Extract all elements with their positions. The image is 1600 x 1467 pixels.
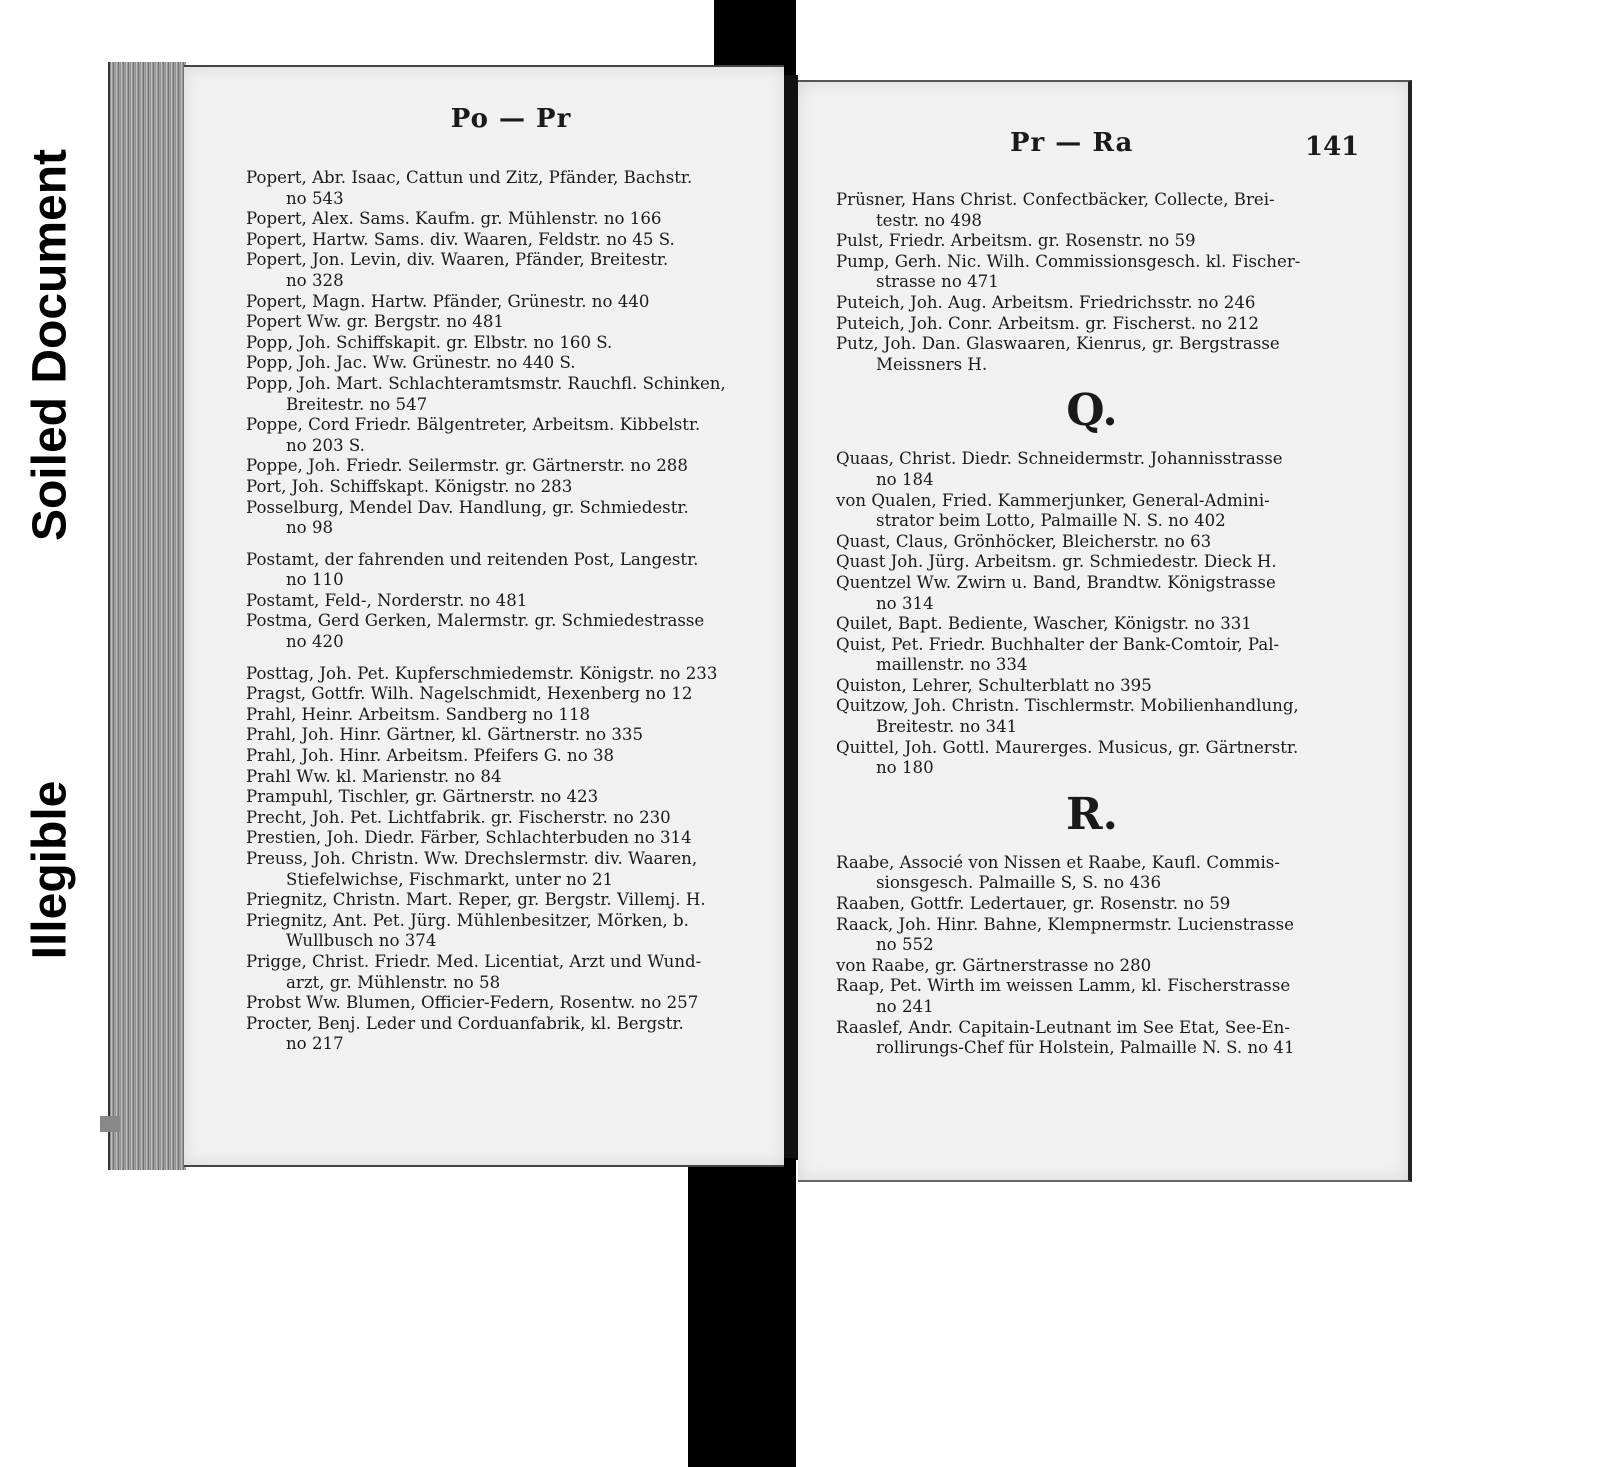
section-letter-q: Q. (1066, 385, 1118, 437)
entry-text: Raap, Pet. Wirth im weissen Lamm, kl. Fischerstrasse (836, 976, 1291, 996)
directory-entry (246, 767, 752, 788)
directory-entry (836, 738, 1348, 779)
directory-entry (246, 498, 752, 539)
section-letter-r: R. (1066, 788, 1118, 840)
right-page-header: Pr — Ra (1010, 128, 1134, 158)
entry-continuation: no 241 (876, 997, 934, 1016)
entry-continuation: strator beim Lotto, Palmaille N. S. no 402 (876, 511, 1226, 531)
entry-text: Prahl, Joh. Hinr. Arbeitsm. Pfeifers G. no 38 (246, 746, 615, 766)
entry-continuation: no 552 (876, 935, 934, 955)
entry-continuation: no 328 (286, 270, 344, 290)
directory-entry (246, 230, 752, 251)
directory-entry (246, 374, 752, 415)
entry-text: Prahl, Heinr. Arbeitsm. Sandberg no 118 (246, 704, 591, 724)
entry-continuation: no 184 (876, 469, 934, 489)
entry-text: von Raabe, gr. Gärtnerstrasse no 280 (836, 955, 1152, 975)
entry-continuation: rollirungs-Chef für Holstein, Palmaille N. S. no 41 (876, 1038, 1295, 1058)
directory-entry (836, 491, 1348, 532)
entry-continuation: Breitestr. no 547 (286, 394, 428, 414)
entry-text: Pragst, Gottfr. Wilh. Nagelschmidt, Hexenberg no 12 (246, 684, 693, 704)
entry-text: Priegnitz, Christn. Mart. Reper, gr. Bergstr. Villemj. H. (246, 890, 706, 910)
page-number: 141 (1305, 132, 1360, 162)
entry-text: Putz, Joh. Dan. Glaswaaren, Kienrus, gr. Bergstrasse (836, 334, 1280, 354)
entry-text: Popert, Jon. Levin, div. Waaren, Pfänder, Breitestr. (246, 250, 669, 270)
entry-text: Popert Ww. gr. Bergstr. no 481 (246, 312, 504, 332)
entry-text: Popert, Abr. Isaac, Cattun und Zitz, Pfänder, Bachstr. (246, 168, 693, 187)
directory-entry (836, 853, 1348, 894)
directory-entry (836, 1018, 1348, 1059)
directory-entry (836, 190, 1348, 231)
directory-entry (836, 552, 1348, 573)
entry-text: Raack, Joh. Hinr. Bahne, Klempnermstr. Lucienstrasse (836, 914, 1294, 934)
directory-entry (246, 684, 752, 705)
directory-entry (246, 353, 752, 374)
entry-text: Poppe, Cord Friedr. Bälgentreter, Arbeitsm. Kibbelstr. (246, 415, 701, 435)
directory-entry (246, 746, 752, 767)
stacked-page-edges (108, 62, 186, 1170)
directory-entry (246, 591, 752, 612)
entry-text: Priegnitz, Ant. Pet. Jürg. Mühlenbesitzer, Mörken, b. (246, 910, 689, 930)
entry-continuation: maillenstr. no 334 (876, 655, 1028, 675)
entry-text: Pump, Gerh. Nic. Wilh. Commissionsgesch. kl. Fischer- (836, 251, 1301, 271)
entry-continuation: Wullbusch no 374 (286, 931, 437, 951)
entry-text: Raaben, Gottfr. Ledertauer, gr. Rosenstr. no 59 (836, 894, 1231, 914)
entry-text: Popp, Joh. Mart. Schlachteramtsmstr. Rauchfl. Schinken, (246, 373, 726, 393)
directory-entry (836, 252, 1348, 293)
entry-text: Quiston, Lehrer, Schulterblatt no 395 (836, 675, 1152, 695)
entry-text: Precht, Joh. Pet. Lichtfabrik. gr. Fischerstr. no 230 (246, 807, 671, 827)
entry-text: Puteich, Joh. Conr. Arbeitsm. gr. Fischerst. no 212 (836, 313, 1259, 333)
entry-text: Popp, Joh. Jac. Ww. Grünestr. no 440 S. (246, 353, 576, 373)
right-entries-q (836, 449, 1348, 779)
entry-continuation: no 314 (876, 593, 934, 613)
directory-entry (246, 611, 752, 652)
directory-entry (246, 849, 752, 890)
entry-continuation: strasse no 471 (876, 272, 999, 292)
entry-text: Raaslef, Andr. Capitain-Leutnant im See Etat, See-En- (836, 1017, 1290, 1037)
entry-text: Popert, Hartw. Sams. div. Waaren, Feldstr. no 45 S. (246, 229, 675, 249)
entry-text: Quist, Pet. Friedr. Buchhalter der Bank-Comtoir, Pal- (836, 634, 1280, 654)
entry-continuation: no 98 (286, 518, 334, 538)
entry-text: Quilet, Bapt. Bediente, Wascher, Königstr. no 331 (836, 614, 1252, 634)
directory-entry (246, 250, 752, 291)
directory-entry (246, 168, 752, 209)
entry-text: Poppe, Joh. Friedr. Seilermstr. gr. Gärtnerstr. no 288 (246, 456, 688, 476)
soiled-document-label: Soiled Document (23, 148, 77, 542)
entry-continuation: Breitestr. no 341 (876, 717, 1018, 737)
directory-entry (836, 614, 1348, 635)
entry-text: von Qualen, Fried. Kammerjunker, General-Admini- (836, 490, 1270, 510)
directory-entry (836, 676, 1348, 697)
directory-entry (246, 415, 752, 456)
entry-text: Port, Joh. Schiffskapt. Königstr. no 283 (246, 476, 573, 496)
directory-entry (836, 334, 1348, 375)
entry-text: Quaas, Christ. Diedr. Schneidermstr. Johannisstrasse (836, 449, 1283, 469)
left-directory-column (246, 168, 752, 1055)
entry-continuation: no 217 (286, 1034, 344, 1054)
entry-text: Postamt, der fahrenden und reitenden Post, Langestr. (246, 549, 699, 569)
entry-text: Procter, Benj. Leder und Corduanfabrik, kl. Bergstr. (246, 1013, 684, 1033)
entry-continuation: Meissners H. (876, 354, 988, 374)
directory-entry (836, 449, 1348, 490)
directory-entry (836, 314, 1348, 335)
entry-text: Probst Ww. Blumen, Officier-Federn, Rosentw. no 257 (246, 993, 699, 1013)
entry-text: Quentzel Ww. Zwirn u. Band, Brandtw. Königstrasse (836, 572, 1276, 592)
directory-entry (836, 976, 1348, 1017)
entry-text: Puteich, Joh. Aug. Arbeitsm. Friedrichsstr. no 246 (836, 292, 1256, 312)
directory-entry (246, 725, 752, 746)
entry-continuation: arzt, gr. Mühlenstr. no 58 (286, 972, 501, 992)
entry-text: Posselburg, Mendel Dav. Handlung, gr. Schmiedestr. (246, 497, 689, 517)
entry-text: Prüsner, Hans Christ. Confectbäcker, Collecte, Brei- (836, 190, 1275, 209)
right-directory-column (836, 190, 1348, 1059)
entry-text: Prahl, Joh. Hinr. Gärtner, kl. Gärtnerstr. no 335 (246, 725, 644, 745)
directory-entry (836, 915, 1348, 956)
directory-entry (246, 477, 752, 498)
directory-entry (246, 456, 752, 477)
entry-text: Postamt, Feld-, Norderstr. no 481 (246, 590, 528, 610)
entry-continuation: no 203 S. (286, 435, 365, 455)
directory-entry (246, 1014, 752, 1055)
entry-text: Quast, Claus, Grönhöcker, Bleicherstr. no 63 (836, 531, 1212, 551)
directory-entry (246, 828, 752, 849)
entry-text: Pulst, Friedr. Arbeitsm. gr. Rosenstr. no 59 (836, 231, 1196, 251)
directory-entry (246, 787, 752, 808)
directory-entry (246, 333, 752, 354)
entry-text: Prampuhl, Tischler, gr. Gärtnerstr. no 423 (246, 787, 599, 807)
directory-entry (246, 952, 752, 993)
entry-continuation: sionsgesch. Palmaille S, S. no 436 (876, 873, 1162, 893)
directory-entry (836, 894, 1348, 915)
entry-text: Popp, Joh. Schiffskapit. gr. Elbstr. no 160 S. (246, 332, 613, 352)
entry-text: Prestien, Joh. Diedr. Färber, Schlachterbuden no 314 (246, 828, 692, 848)
entry-text: Popert, Alex. Sams. Kaufm. gr. Mühlenstr. no 166 (246, 209, 662, 229)
directory-entry (246, 993, 752, 1014)
entry-text: Prahl Ww. kl. Marienstr. no 84 (246, 766, 502, 786)
entry-text: Quast Joh. Jürg. Arbeitsm. gr. Schmiedestr. Dieck H. (836, 552, 1277, 572)
entry-text: Popert, Magn. Hartw. Pfänder, Grünestr. no 440 (246, 291, 650, 311)
directory-entry (246, 705, 752, 726)
directory-entry (246, 312, 752, 333)
directory-entry (246, 292, 752, 313)
page-edge-tab (100, 1116, 120, 1132)
directory-entry (246, 209, 752, 230)
illegible-label: Illegible (23, 780, 77, 960)
directory-entry (246, 911, 752, 952)
binding-shadow-top (714, 0, 796, 75)
entry-gap (246, 539, 752, 550)
directory-entry (836, 231, 1348, 252)
right-entries-p (836, 190, 1348, 375)
directory-entry (246, 550, 752, 591)
directory-entry (246, 890, 752, 911)
entry-continuation: no 110 (286, 570, 344, 590)
entry-continuation: no 543 (286, 188, 344, 208)
directory-entry (836, 532, 1348, 553)
side-label-strip (0, 0, 100, 1467)
entry-text: Posttag, Joh. Pet. Kupferschmiedemstr. Königstr. no 233 (246, 663, 718, 683)
directory-entry (836, 573, 1348, 614)
entry-text: Preuss, Joh. Christn. Ww. Drechslermstr. div. Waaren, (246, 849, 698, 868)
binding-shadow-bottom (688, 1158, 796, 1467)
entry-continuation: Stiefelwichse, Fischmarkt, unter no 21 (286, 869, 614, 889)
directory-entry (246, 664, 752, 685)
directory-entry (836, 956, 1348, 977)
entry-text: Quittel, Joh. Gottl. Maurerges. Musicus, gr. Gärtnerstr. (836, 737, 1299, 757)
directory-entry (246, 808, 752, 829)
entry-text: Postma, Gerd Gerken, Malermstr. gr. Schmiedestrasse (246, 611, 705, 631)
directory-entry (836, 635, 1348, 676)
entry-continuation: no 420 (286, 632, 344, 652)
entry-continuation: no 180 (876, 758, 934, 778)
right-entries-r (836, 853, 1348, 1059)
entry-text: Quitzow, Joh. Christn. Tischlermstr. Mobilienhandlung, (836, 696, 1299, 716)
directory-entry (836, 696, 1348, 737)
entry-gap (246, 653, 752, 664)
entry-text: Raabe, Associé von Nissen et Raabe, Kaufl. Commis- (836, 852, 1280, 872)
entry-continuation: testr. no 498 (876, 210, 982, 230)
directory-entry (836, 293, 1348, 314)
left-page-header: Po — Pr (450, 104, 572, 134)
entry-text: Prigge, Christ. Friedr. Med. Licentiat, Arzt und Wund- (246, 951, 702, 971)
